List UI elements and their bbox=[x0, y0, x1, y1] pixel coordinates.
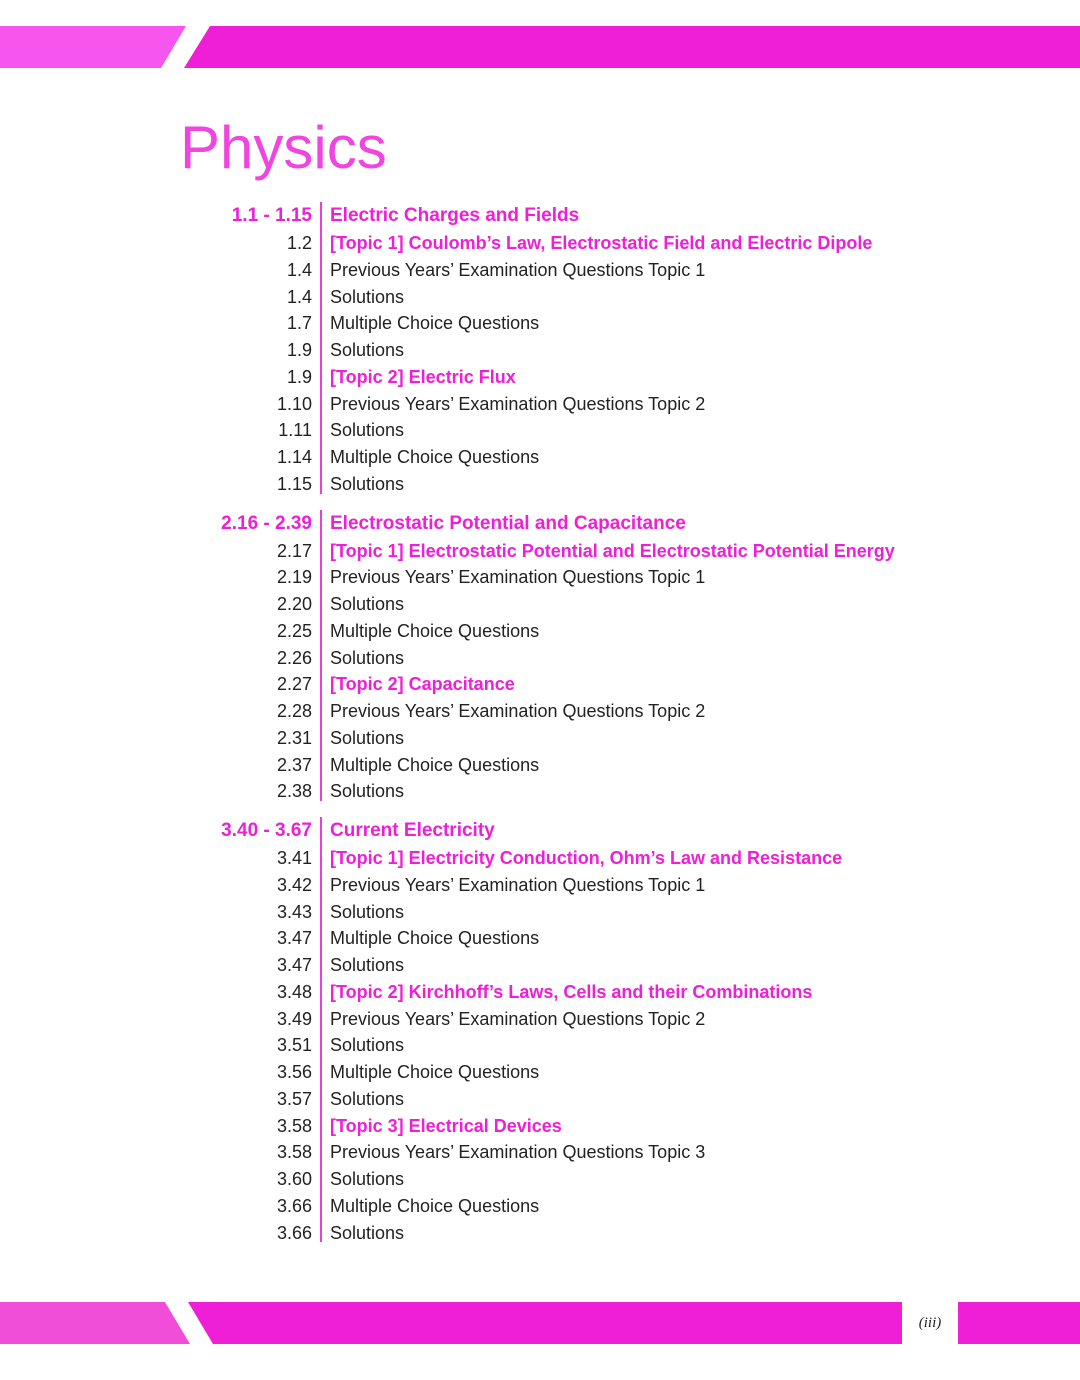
entry-title: Multiple Choice Questions bbox=[330, 447, 540, 467]
chapter-heading[interactable] bbox=[0, 202, 1080, 230]
entry-title: Solutions bbox=[330, 420, 405, 441]
entry-page-number: 2.17 bbox=[276, 540, 312, 561]
toc-topic-entry[interactable] bbox=[0, 230, 1080, 257]
entry-title: Solutions bbox=[330, 1088, 405, 1109]
entry-page-number: 3.49 bbox=[276, 1008, 312, 1029]
section-spacer bbox=[0, 498, 1080, 510]
entry-page-number: 1.14 bbox=[276, 447, 312, 467]
section-spacer bbox=[0, 805, 1080, 817]
entry-page-number: 3.51 bbox=[276, 1035, 312, 1056]
entry-title: Multiple Choice Questions bbox=[330, 1062, 540, 1082]
entry-page-number: 3.56 bbox=[276, 1062, 312, 1082]
entry-title: Multiple Choice Questions bbox=[330, 313, 540, 334]
toc-topic-entry[interactable] bbox=[0, 538, 1080, 565]
entry-page-number: 3.57 bbox=[276, 1088, 312, 1109]
toc-entry[interactable] bbox=[0, 444, 1080, 471]
entry-title: [Topic 2] Capacitance bbox=[330, 674, 515, 695]
entry-title: Solutions bbox=[330, 647, 405, 668]
entry-title: [Topic 3] Electrical Devices bbox=[330, 1115, 562, 1136]
entry-title: Previous Years’ Examination Questions Topic 1 bbox=[330, 567, 706, 588]
toc-entry[interactable] bbox=[0, 1139, 1080, 1166]
top-decorative-band bbox=[0, 26, 1080, 68]
toc-entry[interactable] bbox=[0, 645, 1080, 672]
entry-title: Solutions bbox=[330, 955, 405, 975]
entry-page-number: 1.2 bbox=[286, 233, 312, 253]
toc-entry[interactable] bbox=[0, 925, 1080, 952]
entry-title: Solutions bbox=[330, 473, 405, 494]
entry-title: Solutions bbox=[330, 781, 405, 802]
entry-title: Solutions bbox=[330, 901, 405, 922]
toc-topic-entry[interactable] bbox=[0, 671, 1080, 698]
entry-title: Previous Years’ Examination Questions Topic 2 bbox=[330, 393, 706, 414]
entry-page-number: 3.41 bbox=[276, 848, 312, 868]
chapter-page-range: 1.1 - 1.15 bbox=[231, 205, 312, 226]
page-number: (iii) bbox=[902, 1302, 958, 1344]
chapter-title: Current Electricity bbox=[330, 820, 495, 841]
toc-topic-entry[interactable] bbox=[0, 1113, 1080, 1140]
entry-title: Solutions bbox=[330, 340, 405, 360]
entry-page-number: 3.60 bbox=[276, 1169, 312, 1189]
entry-title: Previous Years’ Examination Questions Topic 3 bbox=[330, 1142, 706, 1163]
entry-page-number: 3.48 bbox=[276, 981, 312, 1002]
entry-page-number: 3.66 bbox=[276, 1195, 312, 1216]
entry-page-number: 1.11 bbox=[278, 420, 312, 441]
toc-entry[interactable] bbox=[0, 257, 1080, 284]
toc-entry[interactable] bbox=[0, 1006, 1080, 1033]
entry-title: Solutions bbox=[330, 286, 405, 307]
toc-entry[interactable] bbox=[0, 778, 1080, 805]
toc-section bbox=[0, 817, 1080, 1246]
entry-title: [Topic 2] Kirchhoff’s Laws, Cells and their Combinations bbox=[330, 981, 813, 1002]
toc-entry[interactable] bbox=[0, 564, 1080, 591]
toc-entry[interactable] bbox=[0, 752, 1080, 779]
entry-page-number: 1.7 bbox=[286, 313, 312, 334]
entry-page-number: 3.58 bbox=[276, 1142, 312, 1163]
entry-title: Multiple Choice Questions bbox=[330, 1195, 540, 1216]
entry-page-number: 3.42 bbox=[276, 874, 312, 895]
toc-entry[interactable] bbox=[0, 618, 1080, 645]
chapter-title: Electric Charges and Fields bbox=[330, 205, 580, 226]
toc-entry[interactable] bbox=[0, 1220, 1080, 1247]
toc-entry[interactable] bbox=[0, 872, 1080, 899]
entry-page-number: 1.15 bbox=[276, 473, 312, 494]
toc-topic-entry[interactable] bbox=[0, 845, 1080, 872]
entry-page-number: 1.9 bbox=[286, 340, 312, 360]
entry-title: Solutions bbox=[330, 1222, 405, 1243]
entry-title: [Topic 1] Electrostatic Potential and Electrostatic Potential Energy bbox=[330, 540, 895, 561]
entry-page-number: 3.43 bbox=[276, 901, 312, 922]
toc-entry[interactable] bbox=[0, 1193, 1080, 1220]
entry-page-number: 2.25 bbox=[276, 620, 312, 641]
toc-entry[interactable] bbox=[0, 1086, 1080, 1113]
entry-title: [Topic 2] Electric Flux bbox=[330, 366, 516, 387]
toc-entry[interactable] bbox=[0, 725, 1080, 752]
toc-entry[interactable] bbox=[0, 591, 1080, 618]
toc-section bbox=[0, 510, 1080, 806]
entry-page-number: 2.28 bbox=[276, 701, 312, 721]
entry-page-number: 3.47 bbox=[276, 955, 312, 975]
entry-title: Previous Years’ Examination Questions Topic 2 bbox=[330, 1008, 706, 1029]
entry-title: Solutions bbox=[330, 727, 405, 748]
entry-title: Multiple Choice Questions bbox=[330, 620, 540, 641]
entry-title: [Topic 1] Coulomb’s Law, Electrostatic Field and Electric Dipole bbox=[330, 233, 873, 253]
entry-page-number: 1.10 bbox=[276, 393, 312, 414]
entry-page-number: 2.26 bbox=[276, 647, 312, 668]
toc-topic-entry[interactable] bbox=[0, 979, 1080, 1006]
entry-title: Solutions bbox=[330, 1169, 405, 1189]
entry-title: Solutions bbox=[330, 1035, 405, 1056]
entry-title: Solutions bbox=[330, 594, 405, 614]
entry-page-number: 2.20 bbox=[276, 594, 312, 614]
entry-page-number: 2.27 bbox=[276, 674, 312, 695]
toc-entry[interactable] bbox=[0, 1166, 1080, 1193]
entry-page-number: 1.4 bbox=[286, 286, 312, 307]
entry-page-number: 1.4 bbox=[286, 259, 312, 280]
toc-entry[interactable] bbox=[0, 417, 1080, 444]
toc-entry[interactable] bbox=[0, 471, 1080, 498]
toc-entry[interactable] bbox=[0, 310, 1080, 337]
toc-entry[interactable] bbox=[0, 284, 1080, 311]
toc-topic-entry[interactable] bbox=[0, 364, 1080, 391]
entry-page-number: 2.31 bbox=[276, 727, 312, 748]
toc-entry[interactable] bbox=[0, 698, 1080, 725]
chapter-page-range: 2.16 - 2.39 bbox=[221, 512, 312, 534]
entry-title: Multiple Choice Questions bbox=[330, 754, 540, 775]
chapter-heading[interactable] bbox=[0, 510, 1080, 538]
entry-page-number: 2.38 bbox=[276, 781, 312, 802]
chapter-title: Electrostatic Potential and Capacitance bbox=[330, 512, 686, 534]
table-of-contents bbox=[0, 202, 1080, 1246]
toc-entry[interactable] bbox=[0, 1059, 1080, 1086]
toc-entry[interactable] bbox=[0, 1032, 1080, 1059]
entry-title: Previous Years’ Examination Questions Topic 1 bbox=[330, 259, 706, 280]
toc-entry[interactable] bbox=[0, 952, 1080, 979]
chapter-heading[interactable] bbox=[0, 817, 1080, 845]
entry-page-number: 3.66 bbox=[276, 1222, 312, 1243]
toc-entry[interactable] bbox=[0, 391, 1080, 418]
entry-title: Previous Years’ Examination Questions Topic 2 bbox=[330, 701, 706, 721]
entry-title: Previous Years’ Examination Questions Topic 1 bbox=[330, 874, 706, 895]
entry-page-number: 3.47 bbox=[276, 928, 312, 949]
entry-title: [Topic 1] Electricity Conduction, Ohm’s Law and Resistance bbox=[330, 848, 843, 868]
toc-entry[interactable] bbox=[0, 337, 1080, 364]
toc-section bbox=[0, 202, 1080, 498]
entry-page-number: 2.19 bbox=[276, 567, 312, 588]
entry-page-number: 2.37 bbox=[276, 754, 312, 775]
entry-title: Multiple Choice Questions bbox=[330, 928, 540, 949]
toc-entry[interactable] bbox=[0, 899, 1080, 926]
entry-page-number: 1.9 bbox=[286, 366, 312, 387]
chapter-page-range: 3.40 - 3.67 bbox=[221, 820, 312, 841]
page-title: Physics bbox=[180, 114, 387, 181]
entry-page-number: 3.58 bbox=[276, 1115, 312, 1136]
